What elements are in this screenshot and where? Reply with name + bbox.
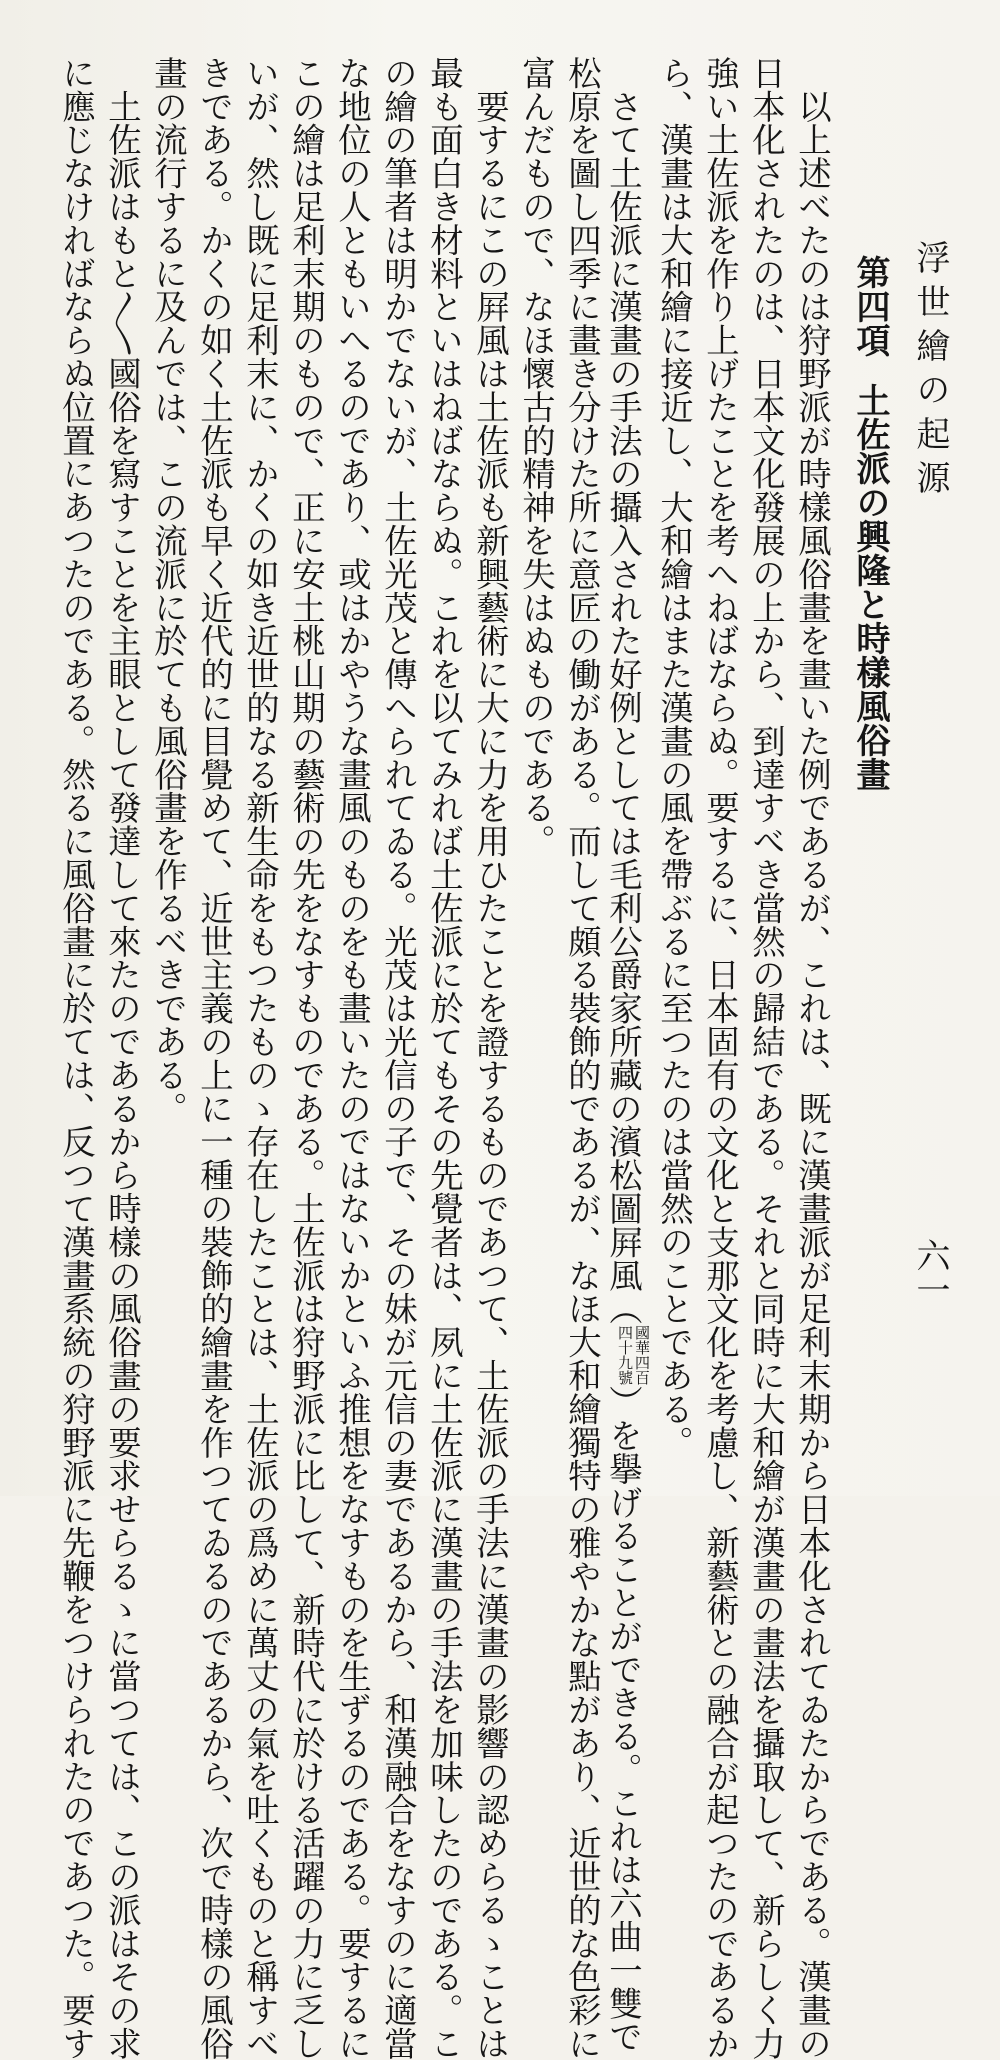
column-5-tail: を擧げることができる。これは六曲一雙で [604, 1418, 643, 2054]
text-column-15: 畫の流行するに及んでは、この流派に於ても風俗畫を作るべきである。 [149, 56, 188, 1125]
text-column-1: 以上述べたのは狩野派が時樣風俗畫を畫いた例であるが、これは、既に漢畫派が足利末期から日本化されてゐたからである。漢畫の [793, 56, 832, 2060]
section-title: 土佐派の興隆と時樣風俗畫 [850, 383, 890, 791]
inline-note-line-1: 國華四百 [633, 1325, 651, 1386]
inline-note-close: ） [604, 1385, 643, 1419]
text-column-5 [604, 56, 651, 2054]
text-column-3: 強い土佐派を作り上げたことを考へねばならぬ。要するに、日本固有の文化と支那文化を考慮し、新藝術との融合が起つたのであるか [701, 56, 740, 2060]
text-column-7: 富んだもので、なほ懷古的精神を失はぬものである。 [517, 56, 556, 858]
text-column-11: な地位の人ともいへるのであり、或はかやうな畫風のものをも畫いたのではないかといふ推想をなすものを生ずるのである。要するに [333, 56, 372, 2060]
text-column-13: いが、然し既に足利末に、かくの如き近世的なる新生命をもつたものゝ存在したことは、土佐派の爲めに萬丈の氣を吐くものと稱すべ [241, 56, 280, 2060]
text-column-9: 最も面白き材料といはねばならぬ。これを以てみれば土佐派に於てもその先覺者は、夙に土佐派に漢畫の手法を加味したのである。こ [425, 56, 464, 2060]
text-column-4: ら、漢畫は大和繪に接近し、大和繪はまた漢畫の風を帶ぶるに至つたのは當然のことである。 [655, 56, 694, 1459]
text-column-17: に應じなければならぬ位置にあつたのである。然るに風俗畫に於ては、反つて漢畫系統の狩野派に先鞭をつけられたのであつた。要す [57, 56, 96, 2060]
running-title: 浮世繪の起源 [910, 240, 950, 504]
text-column-14: きである。かくの如く土佐派も早く近代的に目覺めて、近世主義の上に一種の裝飾的繪畫を作つてゐるのであるから、次で時樣の風俗 [195, 56, 234, 2060]
column-5-text: さて土佐派に漢畫の手法の攝入された好例としては毛利公爵家所藏の濱松圖屛風 [604, 56, 643, 1292]
section-number: 第四項 [850, 255, 890, 357]
text-column-10: の繪の筆者は明かでないが、土佐光茂と傳へられてゐる。光茂は光信の子で、その妹が元信の妻であるから、和漢融合をなすのに適當 [379, 56, 418, 2060]
inline-note-line-2: 四十九號 [616, 1325, 634, 1386]
text-column-8: 要するにこの屛風は土佐派も新興藝術に大に力を用ひたことを證するものであつて、土佐派の手法に漢畫の影響の認めらるゝことは [471, 56, 510, 2060]
text-column-6: 松原を圖し四季に畫き分けた所に意匠の働がある。而して頗る裝飾的であるが、なほ大和繪獨特の雅やかな點があり、近世的な色彩に [563, 56, 602, 2060]
page-number: 六一 [910, 1238, 950, 1306]
text-column-12: この繪は足利末期のもので、正に安土桃山期の藝術の先をなすものである。土佐派は狩野派に比して、新時代に於ける活躍の力に乏し [287, 56, 326, 2060]
text-column-16: 土佐派はもと〳〵國俗を寫すことを主眼として發達して來たのであるから時樣の風俗畫の要求せらるゝに當つては、この派はその求 [103, 56, 142, 2060]
inline-note-open: （ [604, 1291, 643, 1326]
inline-note [614, 1325, 650, 1385]
text-column-2: 日本化されたのは、日本文化發展の上から、到達すべき當然の歸結である。それと同時に大和繪が漢畫の畫法を攝取して、新らしく力 [747, 56, 786, 2060]
section-heading [848, 255, 892, 791]
